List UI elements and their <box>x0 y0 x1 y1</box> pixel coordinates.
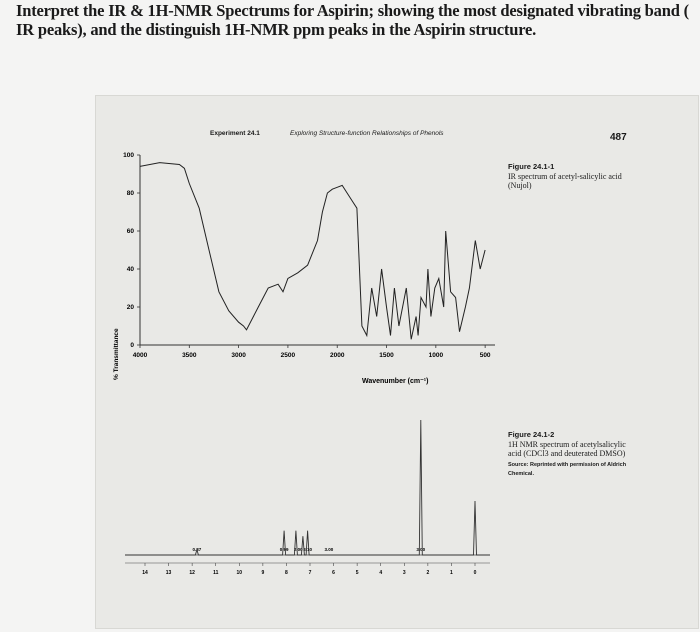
ir-y-tick-label: 20 <box>126 304 134 311</box>
ir-x-tick-label: 1500 <box>379 352 394 359</box>
experiment-label: Experiment 24.1 <box>210 130 260 137</box>
ir-x-tick-label: 3500 <box>182 352 197 359</box>
nmr-x-tick-label: 3 <box>402 570 406 576</box>
nmr-integration-label: 0.87 <box>192 547 202 552</box>
nmr-caption-title: Figure 24.1-2 <box>508 430 555 439</box>
ir-y-tick-label: 80 <box>126 190 134 197</box>
nmr-x-tick-label: 11 <box>213 570 219 576</box>
nmr-x-tick-label: 9 <box>261 570 265 576</box>
ir-x-tick-label: 2000 <box>329 352 345 359</box>
ir-x-tick-label: 4000 <box>132 352 148 359</box>
ir-caption-title: Figure 24.1-1 <box>508 162 555 171</box>
nmr-x-tick-label: 2 <box>426 570 430 576</box>
nmr-x-tick-label: 12 <box>189 570 195 576</box>
ir-y-tick-label: 0 <box>130 342 134 349</box>
nmr-x-tick-label: 13 <box>165 570 172 576</box>
nmr-integration-label: 3.00 <box>416 547 426 552</box>
ir-x-tick-label: 1000 <box>428 352 444 359</box>
question-text: Interpret the IR & 1H-NMR Spectrums for Aspirin; showing the most designated vibrating band ( IR peaks), and the distinguish 1H-NMR ppm peaks in the Aspirin structure. <box>16 1 689 39</box>
nmr-x-tick-label: 4 <box>379 570 383 576</box>
nmr-source-label: Source: Reprinted with permission of Aldrich Chemical. <box>508 461 627 477</box>
experiment-title: Exploring Structure-function Relationships of Phenols <box>290 130 444 137</box>
nmr-caption-text: 1H NMR spectrum of acetylsalicylic acid (CDCl3 and deuterated DMSO) <box>508 439 626 458</box>
ir-spectrum-line <box>140 163 485 340</box>
nmr-x-tick-label: 7 <box>308 570 312 576</box>
ir-y-axis-label: % Transmittance <box>113 328 120 380</box>
ir-y-tick-label: 60 <box>126 228 134 235</box>
ir-x-tick-label: 2500 <box>280 352 296 359</box>
nmr-x-tick-label: 0 <box>473 570 477 576</box>
ir-caption-text: IR spectrum of acetyl-salicylic acid (Nujol) <box>508 171 622 190</box>
page-number: 487 <box>610 132 627 143</box>
nmr-x-tick-label: 6 <box>332 570 335 576</box>
nmr-caption <box>508 430 628 480</box>
nmr-x-tick-label: 5 <box>355 570 359 576</box>
ir-y-tick-label: 40 <box>126 266 134 273</box>
ir-x-tick-label: 500 <box>479 352 491 359</box>
nmr-x-tick-label: 8 <box>285 570 288 576</box>
ir-y-tick-label: 100 <box>123 152 134 159</box>
nmr-integration-label: 0.99 <box>279 547 289 552</box>
nmr-spectrum-line <box>125 420 490 555</box>
nmr-x-tick-label: 1 <box>450 570 453 576</box>
nmr-x-tick-label: 10 <box>236 570 243 576</box>
nmr-integration-label: 3.10 <box>303 547 313 552</box>
nmr-integration-label: 2.00 <box>293 547 303 552</box>
ir-x-tick-label: 3000 <box>231 352 246 359</box>
ir-x-axis-label: Wavenumber (cm⁻¹) <box>362 378 429 385</box>
ir-caption <box>508 162 628 191</box>
nmr-integration-label: 3.00 <box>324 547 334 552</box>
ir-spectrum-chart <box>100 140 500 395</box>
nmr-x-tick-label: 14 <box>142 570 148 576</box>
nmr-spectrum-chart <box>100 410 500 585</box>
